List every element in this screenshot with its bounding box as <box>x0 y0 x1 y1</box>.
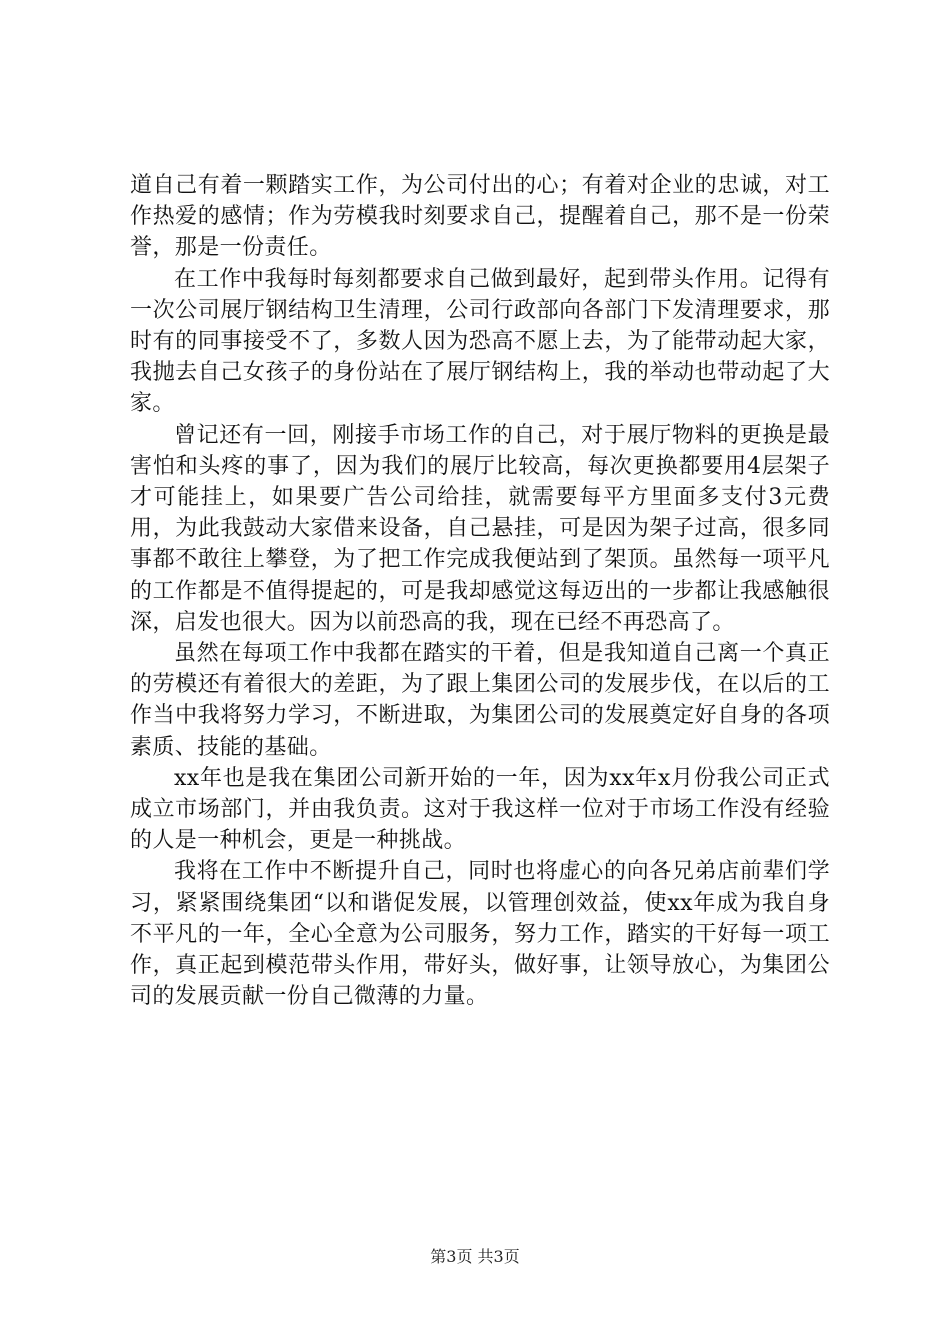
paragraph-1: 道自己有着一颗踏实工作，为公司付出的心；有着对企业的忠诚，对工作热爱的感情；作为劳模我时刻要求自己，提醒着自己，那不是一份荣誉，那是一份责任。 <box>130 173 830 261</box>
paragraph-5: xx年也是我在集团公司新开始的一年，因为xx年x月份我公司正式成立市场部门，并由我负责。这对于我这样一位对于市场工作没有经验的人是一种机会，更是一种挑战。 <box>130 765 830 854</box>
document-body <box>130 170 830 1012</box>
paragraph-4: 虽然在每项工作中我都在踏实的干着，但是我知道自己离一个真正的劳模还有着很大的差距，为了跟上集团公司的发展步伐，在以后的工作当中我将努力学习，不断进取，为集团公司的发展奠定好自身的各项素质、技能的基础。 <box>130 641 830 760</box>
paragraph-6: 我将在工作中不断提升自己，同时也将虚心的向各兄弟店前辈们学习，紧紧围绕集团“以和谐促发展，以管理创效益，使xx年成为我自身不平凡的一年，全心全意为公司服务，努力工作，踏实的干好每一项工作，真正起到模范带头作用，带好头，做好事，让领导放心，为集团公司的发展贡献一份自己微薄的力量。 <box>130 859 830 1010</box>
paragraph-2: 在工作中我每时每刻都要求自己做到最好，起到带头作用。记得有一次公司展厅钢结构卫生清理，公司行政部向各部门下发清理要求，那时有的同事接受不了，多数人因为恐高不愿上去，为了能带动起大家，我抛去自己女孩子的身份站在了展厅钢结构上，我的举动也带动起了大家。 <box>130 266 830 417</box>
paragraph-3: 曾记还有一回，刚接手市场工作的自己，对于展厅物料的更换是最害怕和头疼的事了，因为我们的展厅比较高，每次更换都要用4层架子才可能挂上，如果要广告公司给挂，就需要每平方里面多支付3元费用，为此我鼓动大家借来设备，自己悬挂，可是因为架子过高，很多同事都不敢往上攀登，为了把工作完成我便站到了架顶。虽然每一项平凡的工作都是不值得提起的，可是我却感觉这每迈出的一步都让我感触很深，启发也很大。因为以前恐高的我，现在已经不再恐高了。 <box>130 422 830 635</box>
page-number-footer: 第3页 共3页 <box>430 1247 520 1266</box>
